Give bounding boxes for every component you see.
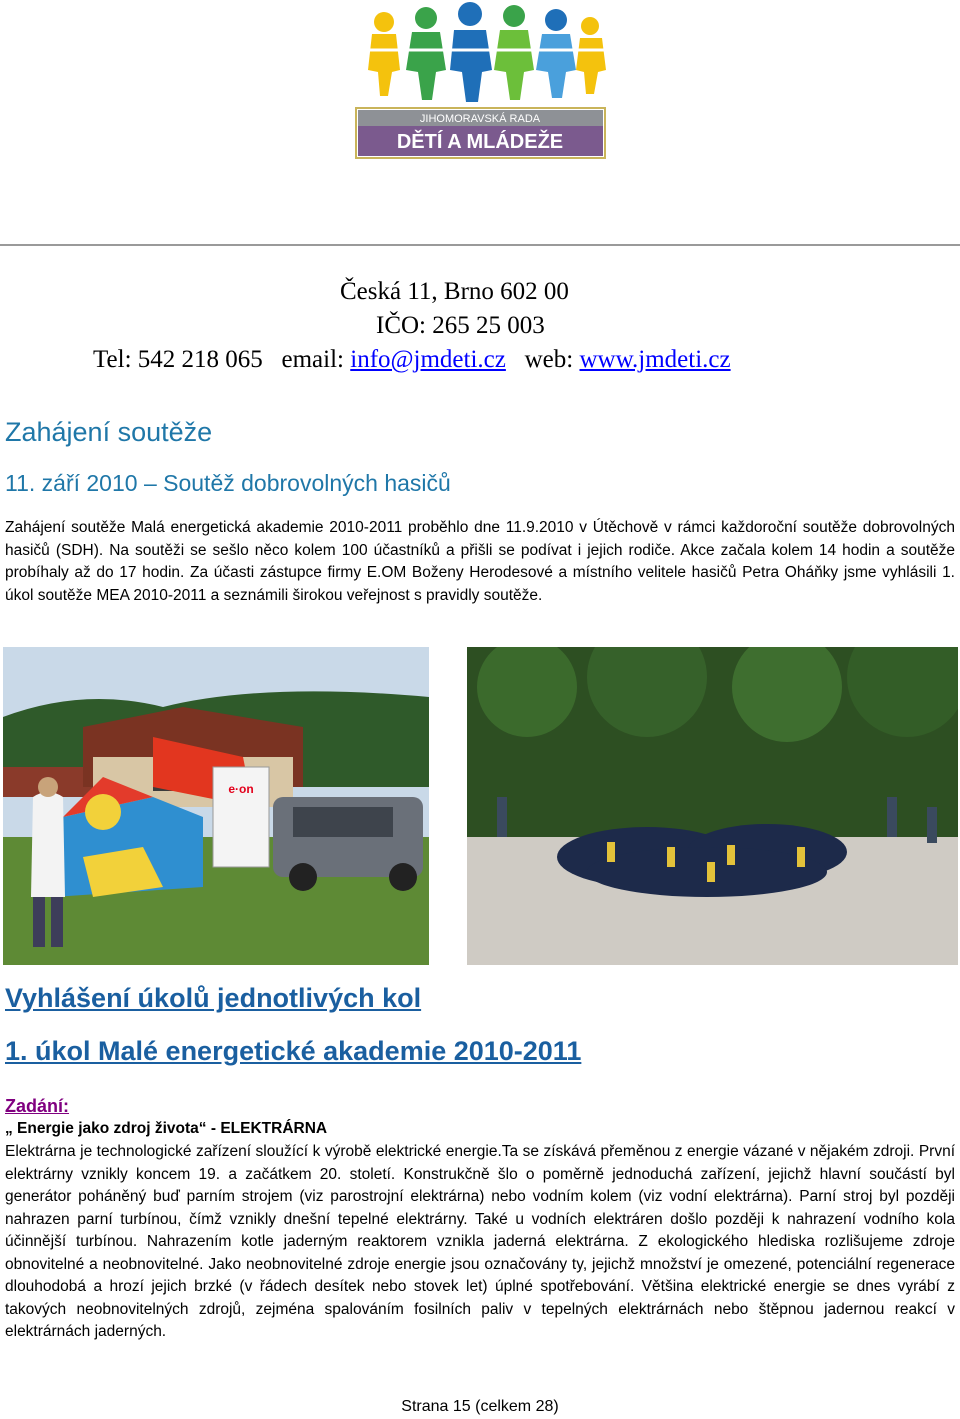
assignment-label: Zadání: xyxy=(5,1096,70,1116)
email-link[interactable]: info@jmdeti.cz xyxy=(350,346,506,373)
tasks-heading[interactable]: Vyhlášení úkolů jednotlivých kol xyxy=(5,983,422,1013)
assignment-body: Elektrárna je technologické zařízení sloužící k výrobě elektrické energie.Ta se získává přeměnou z energie vázané v nějakém zdroji. První elektrárny vznikly koncem 19. a začátkem 20. století. Konstrukčně šlo o poměrně jednoduchá zařízení, jejichž hlavní součástí byl generátor poháněný buď parním strojem (viz parostrojní elektrárna) nebo vodním kolem (viz vodní elektrárna). Parní stroj byl později nahrazen parní turbínou, čímž vznikly dnešní tepelné elektrárny. Také u vodních elektráren došlo později k nahrazení vodního kola účinnější turbínou. Nahrazením kotle jaderným reaktorem vznikla jaderná elektrárna. Z ekologického hlediska rozlišujeme zdroje obnovitelné a neobnovitelné. Jako neobnovitelné zdroje energie jsou označovány ty, jejichž množství je omezené, potenciální regenerace dlouhodobá a hrozí jejich brzké (v řádech desítek nebo stovek let) úplné spotřebování. Většina elektrické energie se dnes vyrábí z takových neobnovitelných zdrojů, zejména spalováním fosilních paliv v tepelných elektrárnách nebo štěpnou jadernou reakcí v elektrárnách jaderných. xyxy=(5,1143,955,1340)
email-label: email: xyxy=(281,346,344,373)
section-subtitle: 11. září 2010 – Soutěž dobrovolných hasičů xyxy=(5,470,451,496)
web-label: web: xyxy=(524,346,574,373)
web-link[interactable]: www.jmdeti.cz xyxy=(579,346,731,373)
organization-logo xyxy=(354,0,607,160)
section-title: Zahájení soutěže xyxy=(5,417,213,447)
contact-line xyxy=(93,343,953,377)
photo-inflatable xyxy=(3,647,429,965)
section-body: Zahájení soutěže Malá energetická akademie 2010-2011 proběhlo dne 11.9.2010 v Útěchově v rámci každoroční soutěže dobrovolných hasičů (SDH). Na soutěži se sešlo něco kolem 100 účastníků a přišli se podívat i jejich rodiče. Akce začala kolem 14 hodin a soutěže probíhaly až do 17 hodin. Za účasti zástupce firmy E.OM Boženy Herodesové a místního velitele hasičů Petra Oháňky jsme vyhlásili 1. úkol soutěže MEA 2010-2011 a seznámili širokou veřejnost s pravidly soutěže. xyxy=(5,519,955,604)
page-number: Strana 15 (celkem 28) xyxy=(401,1398,559,1415)
logo-text-line1: JIHOMORAVSKÁ RADA xyxy=(419,113,541,125)
assignment-topic: „ Energie jako zdroj života“ - ELEKTRÁRNA xyxy=(5,1120,328,1137)
ico-line: IČO: 265 25 003 xyxy=(376,312,545,339)
header-divider xyxy=(0,244,960,246)
task1-heading[interactable]: 1. úkol Malé energetické akademie 2010-2011 xyxy=(5,1036,582,1066)
tel-text: Tel: 542 218 065 xyxy=(93,346,263,373)
logo-text-line2: DĚTÍ A MLÁDEŽE xyxy=(396,131,564,153)
photo-crowd xyxy=(467,647,958,965)
address-line: Česká 11, Brno 602 00 xyxy=(340,278,569,305)
eon-sign-text: e·on xyxy=(228,782,254,796)
